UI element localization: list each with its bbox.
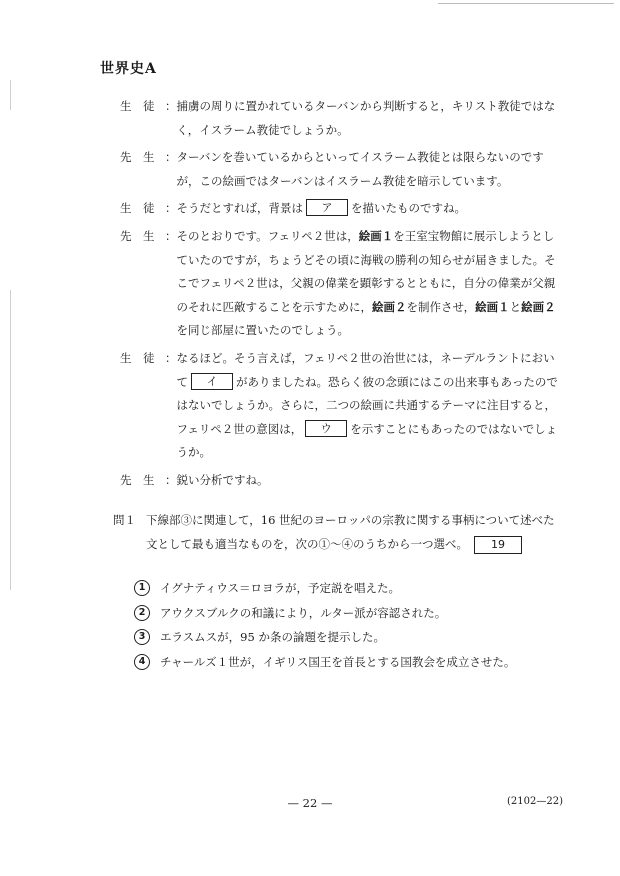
dialogue-turn: 生 徒 ： 捕虜の周りに置かれているターバンから判断すると，キリスト教徒ではなく，イスラーム教徒でしょうか。 [120, 95, 560, 142]
dialogue-turn: 先 生 ： そのとおりです。フェリペ２世は，絵画１を王室宝物館に展示しようとしていたのですが，ちょうどその頃に海戦の勝利の知らせが届きました。そこでフェリペ２世は，父親の偉業を顕彰するとともに，自分の偉業が父親のそれに匹敵することを示すために，絵画２を制作させ，絵画１と絵画２を同じ部屋に置いたのでしょう。 [120, 225, 560, 343]
painting-ref: 絵画１ [475, 299, 510, 314]
choice-text: イグナティウス＝ロヨラが，予定説を唱えた。 [160, 581, 401, 596]
left-margin-mark [10, 290, 11, 590]
dialogue-turn: 先 生 ： ターバンを巻いているからといってイスラーム教徒とは限らないのですが，この絵画ではターバンはイスラーム教徒を暗示しています。 [120, 146, 560, 193]
top-border-line [438, 3, 614, 4]
choice-number: 2 [134, 605, 150, 621]
choice-item[interactable] [134, 650, 515, 675]
choice-number: 4 [134, 654, 150, 670]
choice-text: チャールズ１世が，イギリス国王を首長とする国教会を成立させた。 [160, 654, 516, 669]
painting-ref: 絵画２ [521, 299, 556, 314]
utterance: そのとおりです。フェリペ２世は，絵画１を王室宝物館に展示しようとしていたのですが，ちょうどその頃に海戦の勝利の知らせが届きました。そこでフェリペ２世は，父親の偉業を顕彰するとともに，自分の偉業が父親のそれに匹敵することを示すために，絵画２を制作させ，絵画１と絵画２を同じ部屋に置いたのでしょう。 [176, 228, 556, 338]
speaker-label: 先 生 [120, 150, 155, 165]
speaker-label: 生 徒 [120, 350, 155, 365]
speaker-label: 生 徒 [120, 99, 155, 113]
left-margin-mark [10, 80, 11, 110]
speaker-label: 生 徒 [120, 201, 155, 216]
choice-text: アウクスブルクの和議により，ルター派が容認された。 [160, 605, 447, 620]
choice-item[interactable] [134, 625, 515, 650]
question-text: 下線部③に関連して，16 世紀のヨーロッパの宗教に関する事柄について述べた文として最も適当なものを，次の①～④のうちから一つ選べ。 [146, 513, 555, 551]
blank-box-i: イ [191, 373, 233, 390]
page-number: — 22 — [287, 796, 333, 810]
utterance: なるほど。そう言えば，フェリペ２世の治世には，ネーデルラントにおいて イ がありましたね。恐らく彼の念頭にはこの出来事もあったのではないでしょうか。さらに，二つの絵画に共通するテーマに注目すると，フェリペ２世の意図は， ウ を示すことにもあったのではないでしょうか。 [176, 350, 558, 460]
question [113, 508, 563, 556]
speaker-label: 先 生 [120, 228, 155, 243]
document-code: (2102—22) [507, 796, 563, 807]
blank-box-u: ウ [305, 420, 347, 437]
blank-box-a: ア [306, 199, 348, 216]
choice-text: エラスムスが，95 か条の論題を提示した。 [160, 630, 385, 645]
dialogue [120, 95, 560, 497]
painting-ref: 絵画２ [372, 299, 407, 314]
utterance: ターバンを巻いているからといってイスラーム教徒とは限らないのですが，この絵画ではターバンはイスラーム教徒を暗示しています。 [176, 150, 544, 188]
speaker-label: 先 生 [120, 472, 155, 487]
dialogue-turn: 生 徒 ： そうだとすれば，背景は ア を描いたものですね。 [120, 197, 560, 221]
dialogue-turn: 生 徒 ： なるほど。そう言えば，フェリペ２世の治世には，ネーデルラントにおいて イ がありましたね。恐らく彼の念頭にはこの出来事もあったのではないでしょうか。さらに，二つの絵画に共通するテーマに注目すると，フェリペ２世の意図は， ウ を示すことにもあったのではないでしょうか。 [120, 347, 560, 465]
utterance: そうだとすれば，背景は ア を描いたものですね。 [176, 201, 466, 216]
choice-list [134, 576, 515, 674]
answer-box[interactable]: 19 [474, 536, 522, 554]
choice-number: 1 [134, 580, 150, 596]
question-number: 問１ [113, 513, 136, 527]
dialogue-turn: 先 生 ： 鋭い分析ですね。 [120, 469, 560, 493]
subject-title: 世界史A [100, 61, 157, 77]
choice-number: 3 [134, 629, 150, 645]
painting-ref: 絵画１ [358, 228, 394, 243]
choice-item[interactable] [134, 601, 515, 626]
utterance: 捕虜の周りに置かれているターバンから判断すると，キリスト教徒ではなく，イスラーム教徒でしょうか。 [176, 99, 556, 137]
utterance: 鋭い分析ですね。 [176, 472, 269, 487]
choice-item[interactable] [134, 576, 515, 601]
